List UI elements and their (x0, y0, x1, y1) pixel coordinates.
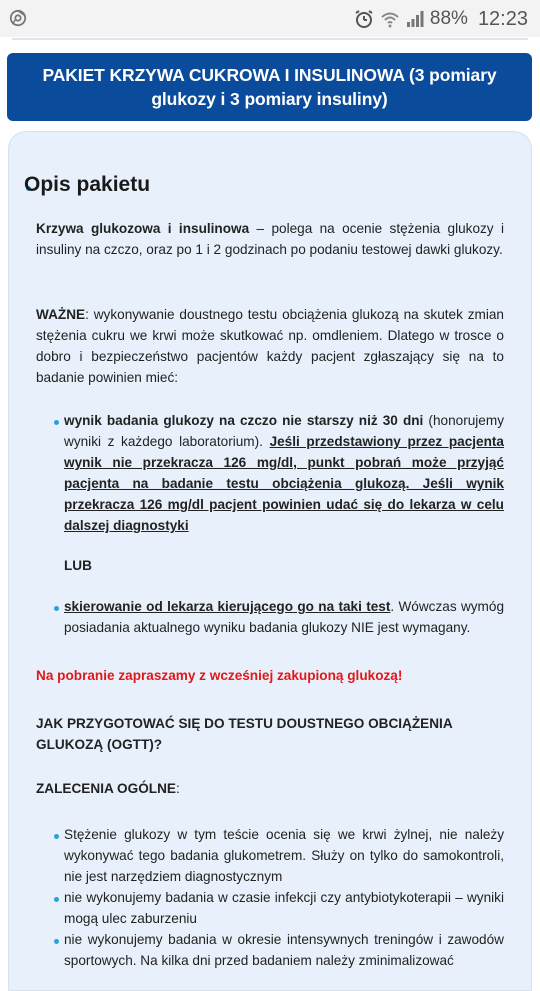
package-title-banner (7, 53, 532, 121)
general-label-colon: : (175, 781, 180, 796)
chrome-icon (9, 9, 27, 27)
requirement-item-2 (64, 596, 504, 638)
page-top-divider (0, 37, 540, 45)
requirement-1-text: (honorujemy wyniki z każdego laboratorium). (64, 413, 504, 449)
wifi-icon (380, 10, 400, 28)
intro-term: Krzywa glukozowa i insulinowa (36, 221, 250, 236)
requirement-2-underlined: skierowanie od lekarza kierującego go na taki test (64, 599, 391, 614)
general-recommendations-label (36, 778, 504, 799)
page-title: PAKIET KRZYWA CUKROWA I INSULINOWA (3 pomiary glukozy i 3 pomiary insuliny) (42, 65, 497, 109)
bullet-icon (54, 834, 59, 839)
recommendation-item: nie wykonujemy badania w okresie intensywnych treningów i zawodów sportowych. Na kilka dni przed badaniem należy zminimalizować (64, 932, 504, 968)
requirement-2-text: . Wówczas wymóg posiadania aktualnego wyniku badania glukozy NIE jest wymagany. (64, 599, 504, 635)
intro-text: – polega na ocenie stężenia glukozy i insuliny na czczo, oraz po 1 i 2 godzinach po podaniu testowej dawki glukozy. (36, 221, 504, 257)
preparation-heading: JAK PRZYGOTOWAĆ SIĘ DO TESTU DOUSTNEGO OBCIĄŻENIA GLUKOZĄ (OGTT)? (36, 716, 453, 752)
section-heading: Opis pakietu (24, 173, 151, 196)
status-bar (0, 0, 540, 37)
requirement-1-underlined: Jeśli przedstawiony przez pacjenta wynik nie przekracza 126 mg/dl, punkt pobrań może przyjąć pacjenta na badanie testu obciążenia glukozą. Jeśli wynik przekracza 126 mg/dl pacjent powinien udać się do lekarza w celu dalszej diagnostyki (64, 434, 504, 533)
glucose-notice: Na pobranie zapraszamy z wcześniej zakupioną glukozą! (36, 668, 403, 683)
bullet-icon (54, 606, 59, 611)
or-label: LUB (64, 558, 92, 573)
signal-icon (406, 10, 424, 28)
requirement-1-bold: wynik badania glukozy na czczo nie starszy niż 30 dni (64, 413, 424, 428)
requirement-item-1 (64, 410, 504, 536)
general-label-text: ZALECENIA OGÓLNE (36, 781, 176, 796)
clock: 12:23 (477, 7, 528, 30)
important-paragraph (36, 304, 504, 388)
important-text: : wykonywanie doustnego testu obciążenia glukozą na skutek zmian stężenia cukru we krwi może skutkować np. omdleniem. Dlatego w trosce o dobro i bezpieczeństwo pacjentów każdy pacjent zgłaszający się na to badanie powinien mieć: (36, 307, 504, 385)
recommendation-item: nie wykonujemy badania w czasie infekcji czy antybiotykoterapii – wyniki mogą ulec zaburzeniu (64, 890, 504, 926)
recommendation-item: Stężenie glukozy w tym teście ocenia się we krwi żylnej, nie należy wykonywać tego badania glukometrem. Służy on tylko do samokontroli, nie jest narzędziem diagnostycznym (64, 827, 504, 884)
bullet-icon (54, 939, 59, 944)
bullet-icon (54, 897, 59, 902)
battery-level: 88% (429, 8, 468, 29)
alarm-icon (354, 9, 374, 29)
bullet-icon (54, 420, 59, 425)
important-label: WAŻNE (36, 307, 86, 322)
intro-paragraph (36, 218, 504, 260)
